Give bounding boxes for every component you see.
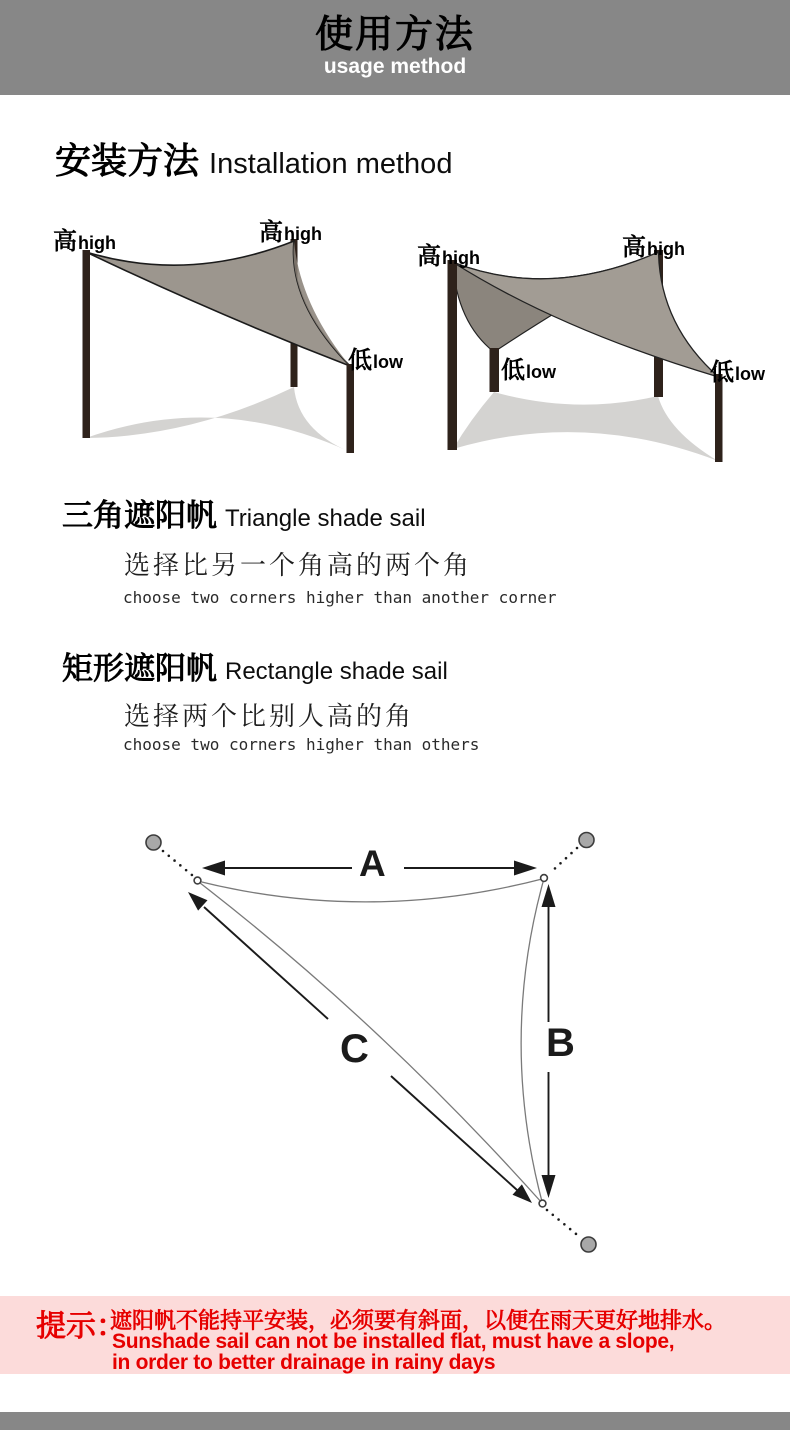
anchor-rope-dotted <box>547 1210 581 1238</box>
triangle-desc-zh: 选择比另一个角高的两个角 <box>124 551 473 581</box>
pole-label-high <box>259 212 322 247</box>
high-en: high <box>284 224 322 244</box>
pole <box>83 250 91 438</box>
side-a-label: A <box>359 843 386 884</box>
high-zh: 高 <box>259 219 283 246</box>
low-en: low <box>373 352 403 372</box>
low-zh: 低 <box>501 357 525 384</box>
sail-corner-ring <box>541 875 548 882</box>
triangle-sail-diagram <box>83 239 355 453</box>
sail-shadow <box>453 392 718 461</box>
low-en: low <box>735 364 765 384</box>
anchor-point <box>146 835 161 850</box>
low-zh: 低 <box>710 359 734 386</box>
pole-label-high <box>53 221 116 256</box>
pole-label-high <box>417 236 480 271</box>
pole <box>715 374 723 462</box>
rectangle-section-heading <box>62 643 448 688</box>
pole-label-high <box>622 227 685 262</box>
triangle-title-en: Triangle shade sail <box>225 505 426 532</box>
sail-corner-ring <box>194 877 201 884</box>
pole <box>490 348 500 392</box>
notice-prefix: 提示： <box>36 1310 126 1343</box>
anchor-rope-dotted <box>550 848 577 873</box>
installation-heading <box>55 133 452 184</box>
footer-bar <box>0 1412 790 1430</box>
high-en: high <box>78 233 116 253</box>
side-c-label: C <box>340 1027 369 1071</box>
high-en: high <box>442 248 480 268</box>
pole-label-low <box>501 350 556 385</box>
high-zh: 高 <box>622 234 646 261</box>
side-b-label: B <box>546 1021 575 1065</box>
low-zh: 低 <box>348 347 372 374</box>
anchor-point <box>581 1237 596 1252</box>
high-zh: 高 <box>53 228 77 255</box>
pole <box>347 364 355 453</box>
high-en: high <box>647 239 685 259</box>
notice-bar <box>0 1296 790 1374</box>
page-title: 使用方法 <box>314 14 475 56</box>
high-zh: 高 <box>417 243 441 270</box>
sail-shadow <box>86 387 350 452</box>
low-en: low <box>526 362 556 382</box>
triangle-section-heading <box>62 490 426 535</box>
anchor-rope-dotted <box>163 851 192 875</box>
page-subtitle: usage method <box>323 55 467 78</box>
pole-label-low <box>710 352 765 387</box>
pole-label-low <box>348 340 403 375</box>
triangle-desc-en: choose two corners higher than another corner <box>123 588 557 607</box>
rectangle-title-en: Rectangle shade sail <box>225 658 448 685</box>
installation-title-en: Installation method <box>209 148 453 180</box>
notice-text-zh: 遮阳帆不能持平安装，必须要有斜面，以便在雨天更好地排水。 <box>110 1308 727 1333</box>
rectangle-desc-en: choose two corners higher than others <box>123 735 480 754</box>
sail-corner-ring <box>539 1200 546 1207</box>
notice-text-en-line2: in order to better drainage in rainy days <box>112 1351 496 1374</box>
triangle-title-zh: 三角遮阳帆 <box>62 498 217 533</box>
measurement-diagram <box>146 833 596 1253</box>
rectangle-desc-zh: 选择两个比别人高的角 <box>124 702 415 732</box>
rectangle-title-zh: 矩形遮阳帆 <box>62 651 217 686</box>
sail-outline <box>198 879 545 1204</box>
rectangle-sail-diagram <box>448 250 723 462</box>
anchor-point <box>579 833 594 848</box>
notice-text-en-line1: Sunshade sail can not be installed flat, must have a slope, <box>112 1330 675 1353</box>
installation-title-zh: 安装方法 <box>55 140 200 181</box>
pole <box>448 260 458 450</box>
